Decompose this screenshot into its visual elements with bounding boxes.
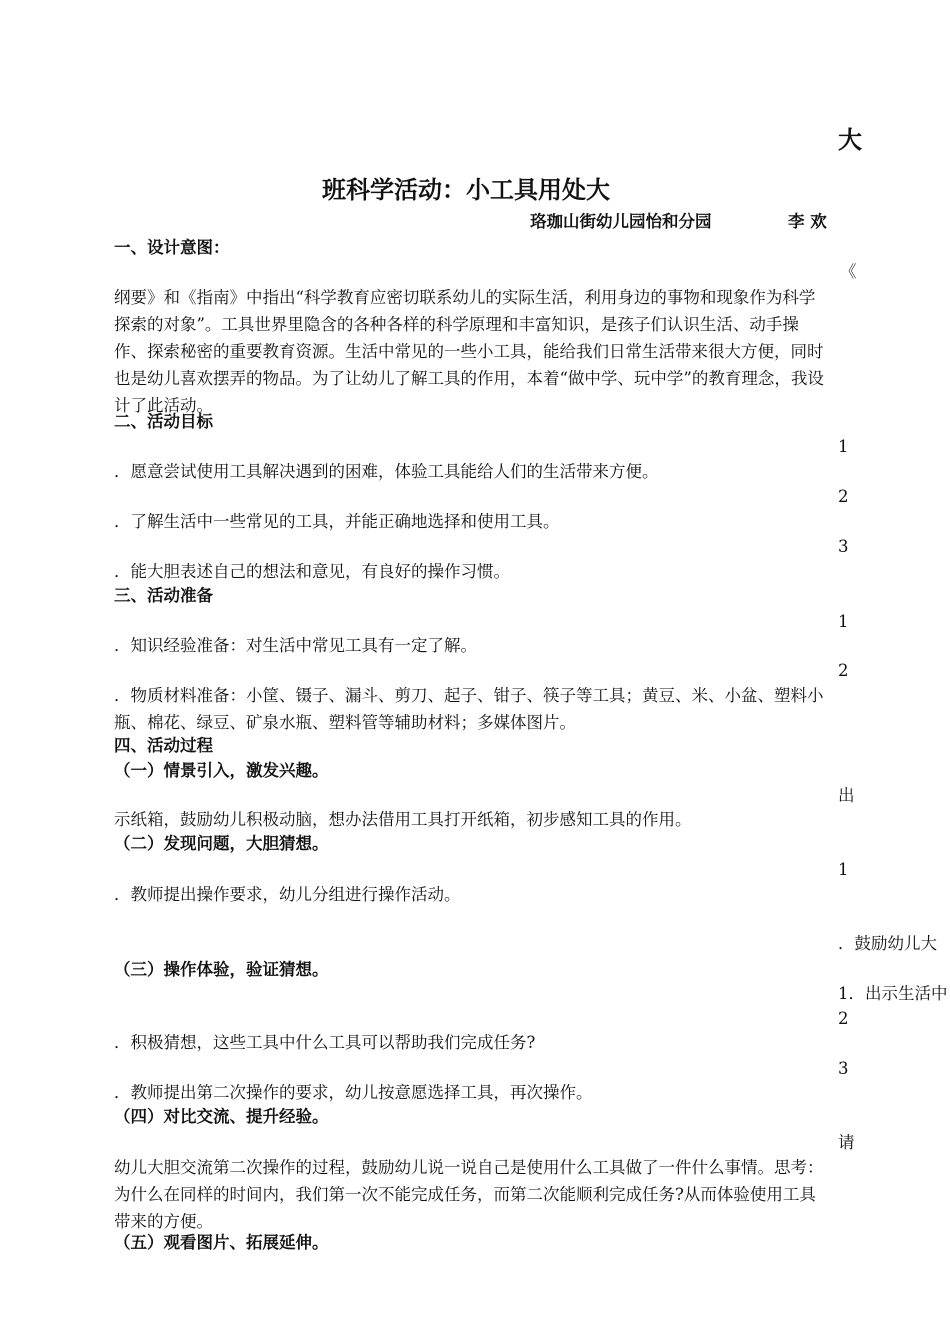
prep-item: ．物质材料准备：小筐、镊子、漏斗、剪刀、起子、钳子、筷子等工具；黄豆、米、小盆、塑料小瓶、棉花、绿豆、矿泉水瓶、塑料管等辅助材料；多媒体图片。 <box>114 686 824 732</box>
process-side-text: 1．出示生活中 <box>838 984 948 1003</box>
title-first-char: 大 <box>838 125 862 154</box>
paragraph-marker: 请 <box>838 1133 855 1152</box>
author-name: 李 欢 <box>788 212 827 231</box>
design-paragraph: 纲要》和《指南》中指出“科学教育应密切联系幼儿的实际生活，利用身边的事物和现象作为科学探索的对象”。工具世界里隐含的各种各样的科学原理和丰富知识，是孩子们认识生活、动手操作、探索秘密的重要教育资源。生活中常见的一些小工具，能给我们日常生活带来很大方便，同时也是幼儿喜欢摆弄的物品。为了让幼儿了解工具的作用，本着“做中学、玩中学”的教育理念，我设计了此活动。 <box>114 288 824 415</box>
prep-number: 2 <box>838 661 849 680</box>
process-step-heading: （一）情景引入，激发兴趣。 <box>114 761 329 780</box>
process-step-number: 3 <box>838 1059 849 1078</box>
goal-number: 1 <box>838 437 849 456</box>
process-step-heading: （三）操作体验，验证猜想。 <box>114 960 329 979</box>
process-step-text: ．教师提出操作要求，幼儿分组进行操作活动。 <box>114 885 461 904</box>
process-step-text: 示纸箱，鼓励幼儿积极动脑，想办法借用工具打开纸箱，初步感知工具的作用。 <box>114 810 692 829</box>
goal-item: ．能大胆表述自己的想法和意见，有良好的操作习惯。 <box>114 562 510 581</box>
goal-item: ．愿意尝试使用工具解决遇到的困难，体验工具能给人们的生活带来方便。 <box>114 462 659 481</box>
prep-number: 1 <box>838 612 849 631</box>
section-heading-goals: 二、活动目标 <box>114 412 213 431</box>
page-title: 班科学活动：小工具用处大 <box>322 175 610 204</box>
process-step-heading: （四）对比交流、提升经验。 <box>114 1107 329 1126</box>
paragraph-marker: 出 <box>838 786 855 805</box>
goal-number: 3 <box>838 537 849 556</box>
section-heading-prep: 三、活动准备 <box>114 586 213 605</box>
section-heading-process: 四、活动过程 <box>114 736 213 755</box>
goal-number: 2 <box>838 487 849 506</box>
process-step-heading: （二）发现问题，大胆猜想。 <box>114 834 329 853</box>
section-heading-design: 一、设计意图： <box>114 238 230 257</box>
process-side-text: ．鼓励幼儿大 <box>838 934 937 953</box>
author-unit: 珞珈山街幼儿园怡和分园 <box>530 212 712 231</box>
goal-item: ．了解生活中一些常见的工具，并能正确地选择和使用工具。 <box>114 512 560 531</box>
paragraph-marker: 《 <box>840 262 857 281</box>
process-step-text: 幼儿大胆交流第二次操作的过程，鼓励幼儿说一说自己是使用什么工具做了一件什么事情。思考：为什么在同样的时间内，我们第一次不能完成任务，而第二次能顺利完成任务?从而体验使用工具带来的方便。 <box>114 1158 824 1231</box>
process-step-number: 1 <box>838 860 849 879</box>
process-step-text: ．教师提出第二次操作的要求，幼儿按意愿选择工具，再次操作。 <box>114 1083 593 1102</box>
prep-item: ．知识经验准备：对生活中常见工具有一定了解。 <box>114 636 477 655</box>
process-step-heading: （五）观看图片、拓展延伸。 <box>114 1233 329 1252</box>
process-step-text: ．积极猜想，这些工具中什么工具可以帮助我们完成任务? <box>114 1033 536 1052</box>
process-step-number: 2 <box>838 1009 849 1028</box>
